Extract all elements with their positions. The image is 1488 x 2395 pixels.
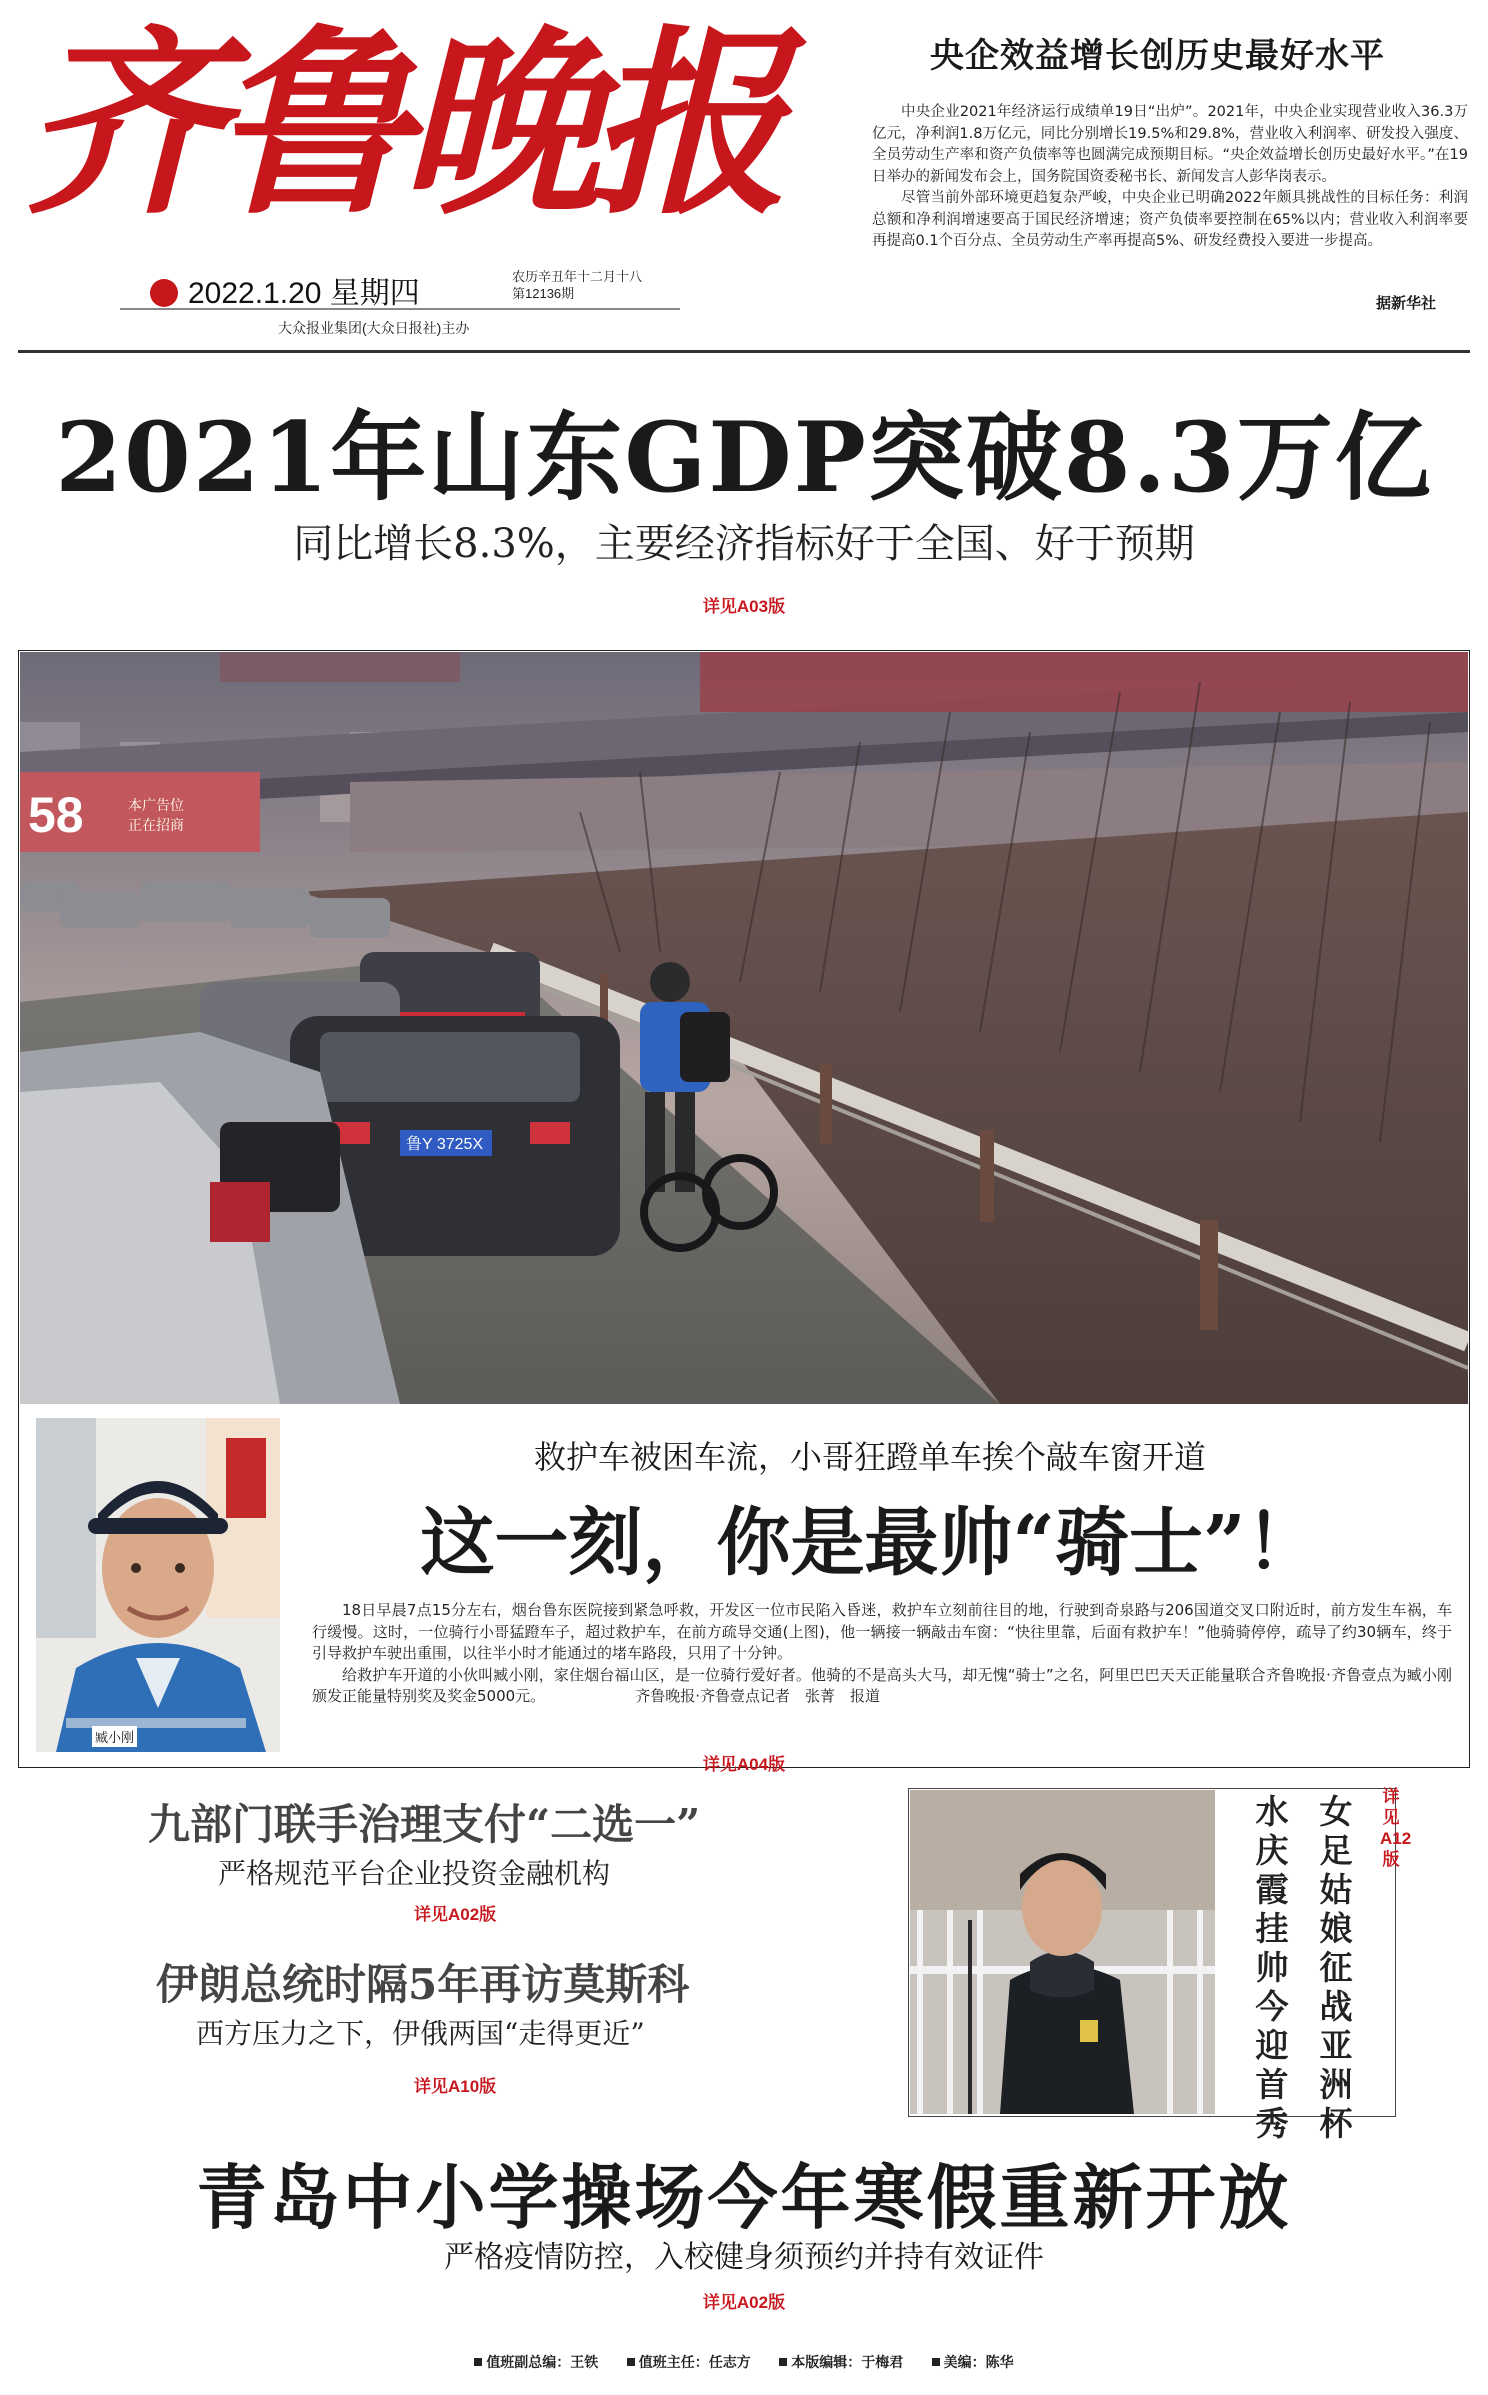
bottom-see-page[interactable]: 详见A02版 (702, 2293, 786, 2312)
billboard-text-1: 本广告位 (128, 798, 184, 814)
lunar-info (512, 268, 642, 302)
item-headline-iran: 伊朗总统时隔5年再访莫斯科 (156, 1960, 690, 2009)
rider-portrait (36, 1418, 280, 1752)
bullet-square-icon (779, 2358, 787, 2366)
editor-credit: 值班副总编：王铁 (474, 2355, 598, 2371)
soccer-see-page[interactable]: 详见A12版 (1380, 1787, 1412, 1869)
story-paragraph: 给救护车开道的小伙叫臧小刚，家住烟台福山区，是一位骑行爱好者。他骑的不是高头大马，却无愧“骑士”之名，阿里巴巴天天正能量联合齐鲁晚报·齐鲁壹点为臧小刚颁发正能量特别奖及奖金5000元。 (312, 1665, 1452, 1705)
bullet-square-icon (627, 2358, 635, 2366)
lead-headline: 2021年山东GDP突破8.3万亿 (55, 401, 1433, 514)
brief-title: 央企效益增长创历史最好水平 (930, 36, 1385, 76)
story-see-page[interactable]: 详见A04版 (702, 1755, 786, 1774)
billboard-text-2: 正在招商 (128, 818, 184, 834)
story-paragraph: 18日早晨7点15分左右，烟台鲁东医院接到紧急呼救，开发区一位市民陷入昏迷，救护车立刻前往目的地，行驶到奇泉路与206国道交叉口附近时，前方发生车祸，车行缓慢。这时，一位骑行小哥猛蹬车子，超过救护车，在前方疏导交通(上图)，他一辆接一辆敲击车窗：“快往里靠，后面有救护车！”他骑骑停停，疏导了约30辆车，终于引导救护车驶出重围，以往半小时才能通过的堵车路段，只用了十分钟。 (312, 1601, 1452, 1662)
issue-number: 第12136期 (512, 286, 575, 301)
editor-credit: 值班主任：任志方 (627, 2355, 751, 2371)
publisher: 大众报业集团(大众日报社)主办 (278, 320, 470, 336)
brief-paragraph: 中央企业2021年经济运行成绩单19日“出炉”。2021年，中央企业实现营业收入36.3万亿元，净利润1.8万亿元，同比分别增长19.5%和29.8%，营业收入利润率、研发投入强度、全员劳动生产率和资产负债率等也圆满完成预期目标。“央企效益增长创历史最好水平。”在19日举办的新闻发布会上，国务院国资委秘书长、新闻发言人彭华岗表示。 (872, 104, 1468, 185)
item-headline-payments: 九部门联手治理支付“二选一” (148, 1800, 701, 1849)
bottom-subhead: 严格疫情防控，入校健身须预约并持有效证件 (444, 2240, 1044, 2275)
story-byline: 齐鲁晚报·齐鲁壹点记者 张菁 报道 (635, 1687, 880, 1705)
masthead-logo: 齐鲁晚报 (24, 7, 777, 242)
brief-source: 据新华社 (1376, 294, 1437, 312)
story-headline: 这一刻，你是最帅“骑士”！ (420, 1500, 1320, 1586)
issue-date (150, 268, 420, 312)
soccer-headline-col2: 水庆霞挂帅今迎首秀 (1255, 1792, 1289, 2143)
lunar-date: 农历辛丑年十二月十八 (512, 269, 643, 284)
portrait-caption: 臧小刚 (92, 1726, 137, 1747)
item-see-page-payments[interactable]: 详见A02版 (414, 1905, 497, 1924)
item-see-page-iran[interactable]: 详见A10版 (414, 2077, 497, 2096)
editors-line (0, 2352, 1488, 2372)
bullet-square-icon (932, 2358, 940, 2366)
brief-paragraph: 尽管当前外部环境更趋复杂严峻，中央企业已明确2022年颇具挑战性的目标任务：利润总额和净利润增速要高于国民经济增速；资产负债率要控制在65%以内；营业收入利润率要再提高0.1个百分点、全员劳动生产率再提高5%、研发经费投入要进一步提高。 (872, 190, 1468, 249)
lead-subhead: 同比增长8.3%，主要经济指标好于全国、好于预期 (293, 521, 1195, 567)
editor-credit: 本版编辑：于梅君 (779, 2355, 903, 2371)
main-photo (20, 652, 1468, 1404)
story-kicker: 救护车被困车流，小哥狂蹬单车挨个敲车窗开道 (533, 1438, 1206, 1476)
item-subhead-payments: 严格规范平台企业投资金融机构 (218, 1857, 611, 1890)
brief-body (872, 102, 1468, 253)
story-body (312, 1600, 1452, 1708)
editor-credit: 美编：陈华 (932, 2355, 1014, 2371)
coach-photo (910, 1790, 1215, 2114)
story-paragraph-2 (312, 1665, 1452, 1708)
bullet-square-icon (474, 2358, 482, 2366)
license-plate: 鲁Y 3725X (406, 1136, 484, 1153)
soccer-headline-col1: 女足姑娘征战亚洲杯 (1319, 1792, 1353, 2143)
issue-date-text: 2022.1.20 星期四 (188, 277, 420, 310)
newspaper-globe-icon (150, 279, 178, 307)
item-subhead-iran: 西方压力之下，伊俄两国“走得更近” (196, 2017, 645, 2050)
billboard-number: 58 (28, 787, 84, 843)
masthead-divider (18, 350, 1470, 353)
lead-see-page[interactable]: 详见A03版 (702, 597, 786, 616)
bottom-headline: 青岛中小学操场今年寒假重新开放 (196, 2156, 1292, 2239)
